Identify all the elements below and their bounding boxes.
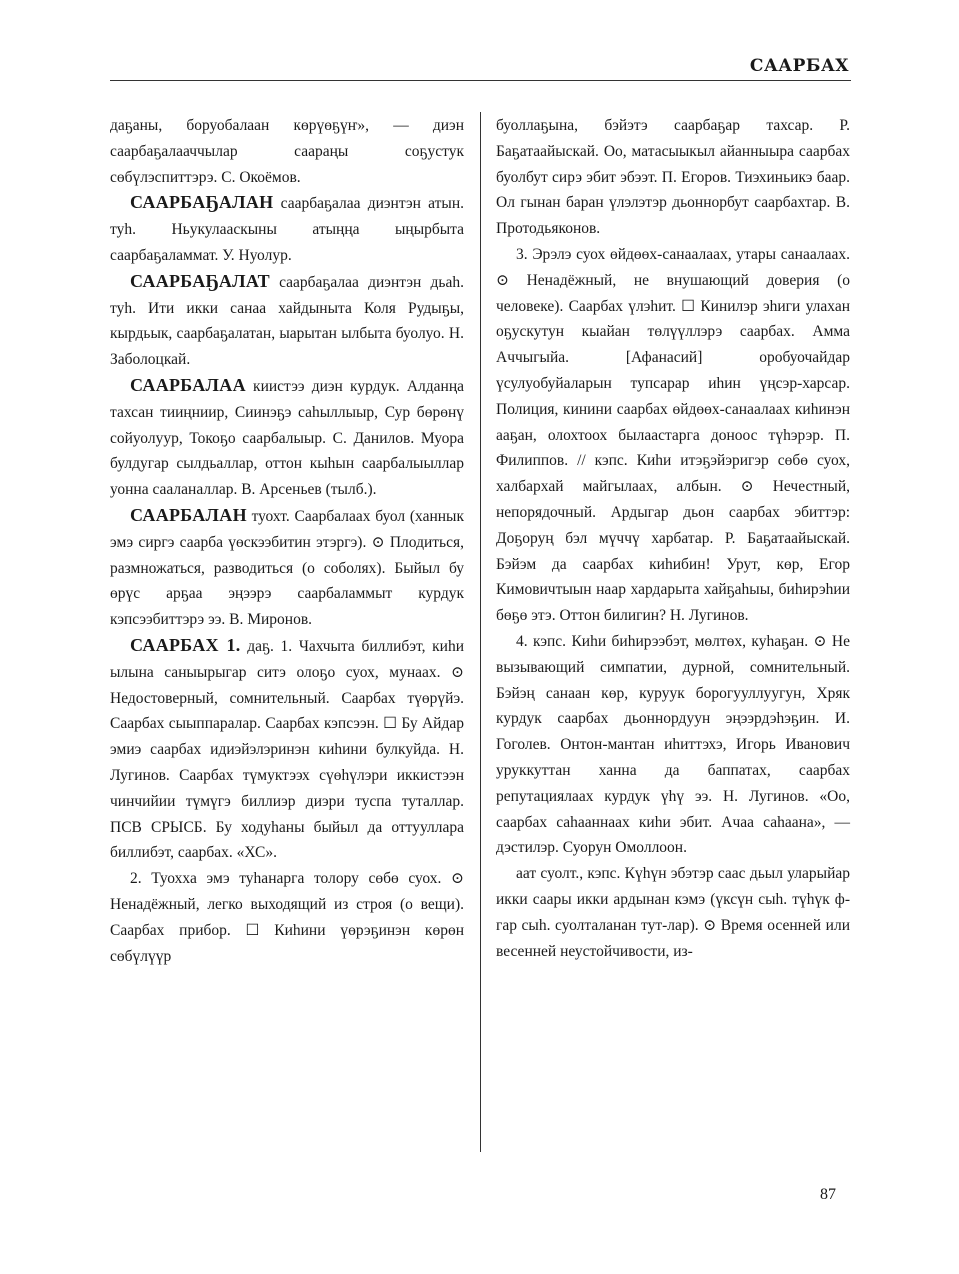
entry-headword: СААРБАҔАЛАН (130, 192, 274, 213)
entry-headword: СААРБАЛАА (130, 374, 246, 395)
column-divider (480, 112, 481, 1152)
dictionary-entry (110, 373, 464, 503)
running-header-title: СААРБАХ (749, 56, 849, 76)
entry-body: саарбаҕалаа диэнтэн дьаһ. туһ. Ити икки санаа хайдыныта Коля Рудыҕы, кырдьык, саарбаҕалатан, ыарытан ылбыта буолуо. Н. Заболоцкай. (110, 273, 464, 369)
entry-body: туохт. Саарбалаах буол (ханнык эмэ сиргэ саарба үөскээбитин этэргэ). ⊙ Плодиться, размножаться, разводиться (о соболях). Быйыл бу өрүс арҕаа эңээрэ саарбаламмыт курдук кэпсээбиттэрэ ээ. В. Миронов. (110, 507, 464, 629)
paragraph: 3. Эрэлэ суох өйдөөх-санаалаах, утары санаалаах. ⊙ Ненадёжный, не внушающий доверия (о человеке). Саарбах үлэһит. ☐ Кинилэр эһиги улахан оҕускутун кыайан төлүүллэрэ саарбах. Амма Аччыгыйа. [Афанасий] оробуочайдар үсулуобуйаларын тупсарар иһин үңсэр-харсар. Полиция, кинини саарбах өйдөөх-санаалаах киһинэн ааҕан, олохтоох былаастарга доноос түһэрэр. П. Филиппов. // кэпс. Киһи итэҕэйэригэр сөбө суох, халбархай майгылаах, албын. ⊙ Нечестный, непорядочный. Ардыгар дьон саарбах эбиттэр: Доҕоруң бэл мүччү харбатар. Р. Баҕатаайыскай. Бэйэм да саарбах киһибин! Урут, көр, Егор Кимовичтыын наар хардарыта хайҕаһыы, биһирэһии бөҕө этэ. Оттон билигин? Н. Лугинов. (496, 245, 850, 625)
paragraph: аат суолт., кэпс. Күһүн эбэтэр саас дьыл уларыйар икки саары икки ардынан кэмэ (үксүн сыһ. түһүк ф-гар сыһ. суолталанан тут-лар). ⊙ Время осенней или весенней неустойчивости, из- (496, 865, 850, 960)
entry-body: киистээ диэн курдук. Алданңа тахсан тииңниир, Сиинэҕэ саһыллыыр, Сур бөрөнү сойуолуур, Токоҕо саарбалыыр. С. Данилов. Муора булдугар сылдьаллар, оттон кыһын саарбалыыллар уонна сааланаллар. В. Арсеньев (тылб.). (110, 377, 464, 499)
paragraph: 2. Туохха эмэ туһанарга толору сөбө суох. ⊙ Ненадёжный, легко выходящий из строя (о вещи). Саарбах прибор. ☐ Киһини үөрэҕинэн көрөн сөбүлүүр (110, 870, 464, 965)
paragraph: даҕаны, боруобалаан көрүөҕүҥ», — диэн саарбаҕалааччылар саараңы соҕустук сөбүлэспиттэрэ. С. Окоёмов. (110, 117, 464, 186)
page-number: 87 (820, 1186, 836, 1203)
entry-headword: СААРБАЛАН (130, 504, 247, 525)
entry-headword: СААРБАХ 1. (130, 634, 241, 655)
dictionary-entry (110, 190, 464, 268)
entry-headword: СААРБАҔАЛАТ (130, 270, 270, 291)
paragraph: буоллаҕына, бэйэтэ саарбаҕар тахсар. Р. Баҕатаайыскай. Оо, матасыыкыл айанныыра саарбах буолбут сирэ эбит эбээт. П. Егоров. Тиэхиньикэ баар. Ол гынан баран үлэлэтэр дьоннорбут саарбахтар. В. Протодьяконов. (496, 117, 850, 238)
entry-body: саарбаҕалаа диэнтэн атын. туһ. Ньукулааскыны атыңңа ыңырбыта саарбаҕаламмат. У. Нуолур. (110, 195, 464, 264)
entry-body: даҕ. 1. Чахчыта биллибэт, киһи ылына саныырыгар ситэ олоҕо суох, мунаах. ⊙ Недостоверный, сомнительный. Саарбах түөрүйэ. Саарбах сыыппаралар. Саарбах кэпсээн. ☐ Бу Айдар эмиэ саарбах идиэйэлэринэн киһини булкуйда. Н. Лугинов. Саарбах түмуктээх сүөһүлэри иккистээн чинчийии түмүгэ биллиэр диэри туспа туталлар. ПСВ СРЫСБ. Бу ходуһаны быйыл да оттууллара биллибэт, саарбах. «ХС». (110, 637, 464, 862)
right-column (496, 113, 850, 964)
dictionary-entry (110, 503, 464, 633)
header-rule (110, 80, 851, 81)
dictionary-entry (110, 269, 464, 373)
left-column (110, 113, 464, 969)
dictionary-entry (110, 633, 464, 866)
paragraph: 4. кэпс. Киһи биһирээбэт, мөлтөх, куһаҕан. ⊙ Не вызывающий симпатии, дурной, сомнительный. Бэйэң санаан көр, куруук борогууллуугун, Хряк курдук саарбах дьоннордуун эңээрдэһэҕин. И. Гоголев. Онтон-мантан иһиттэхэ, Игорь Иванович уруккуттан ханна да баппатах, саарбах репутациялаах курдук үһү ээ. Н. Лугинов. «Оо, саарбах саһааннаах киһи эбит. Ачаа саһаана», — дэстилэр. Суорун Омоллоон. (496, 632, 850, 857)
